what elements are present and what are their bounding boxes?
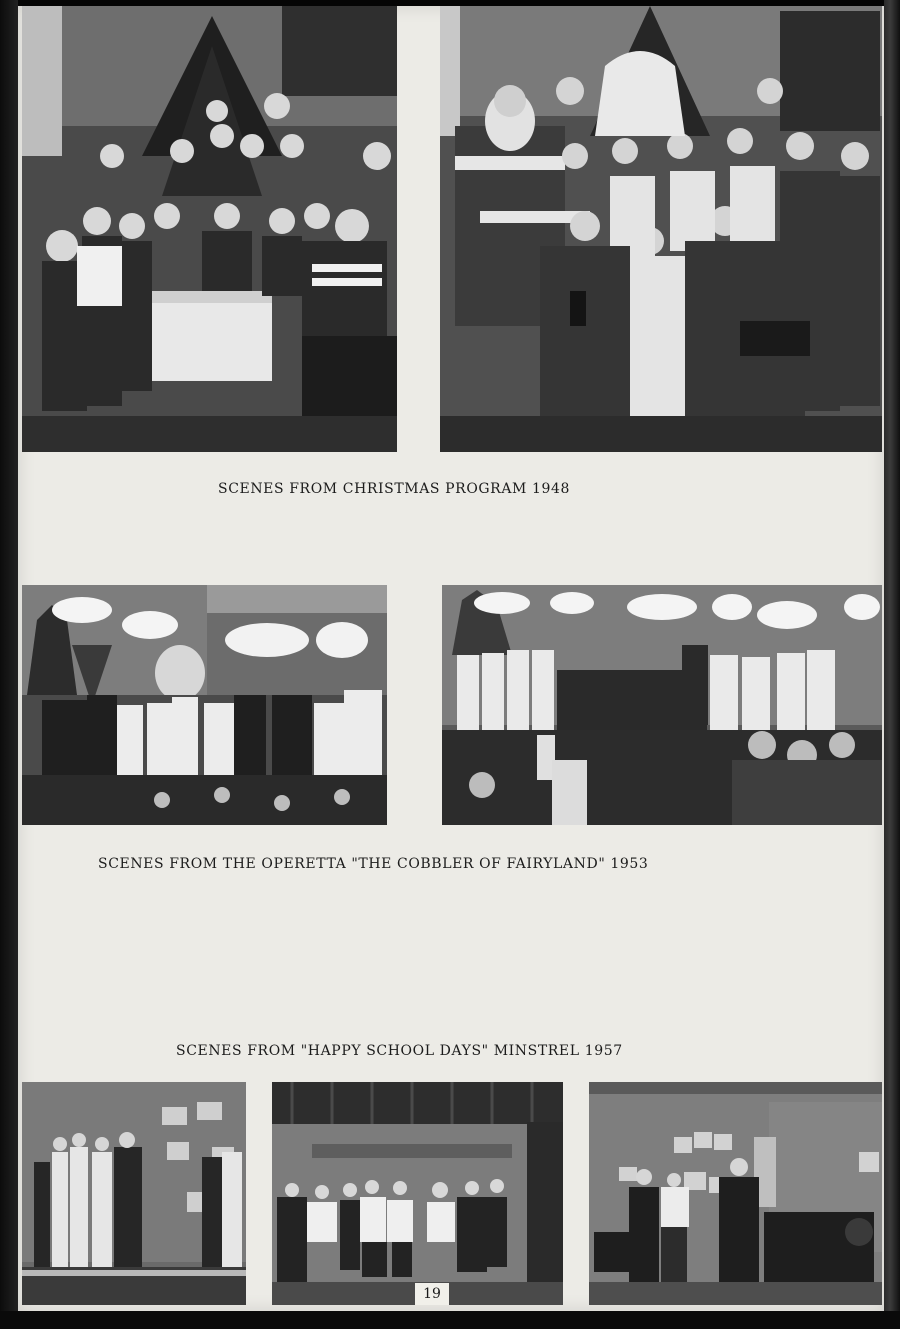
photo-operetta-stage-left [22,585,387,825]
page-number: 19 [415,1283,449,1305]
photo-minstrel-center [272,1082,563,1305]
photo-minstrel-left [22,1082,246,1305]
right-page-edge [884,0,900,1329]
photo-operetta-stage-right [442,585,882,825]
photo-minstrel-right [589,1082,882,1305]
caption-christmas-program: SCENES FROM CHRISTMAS PROGRAM 1948 [218,481,571,497]
left-binding-edge [0,0,18,1329]
caption-minstrel: SCENES FROM "HAPPY SCHOOL DAYS" MINSTREL 1957 [176,1043,623,1059]
caption-operetta: SCENES FROM THE OPERETTA "THE COBBLER OF FAIRYLAND" 1953 [98,856,649,872]
photo-christmas-santa-costumes [440,6,882,452]
photo-christmas-party-table [22,6,397,452]
bottom-scan-border [0,1311,900,1329]
